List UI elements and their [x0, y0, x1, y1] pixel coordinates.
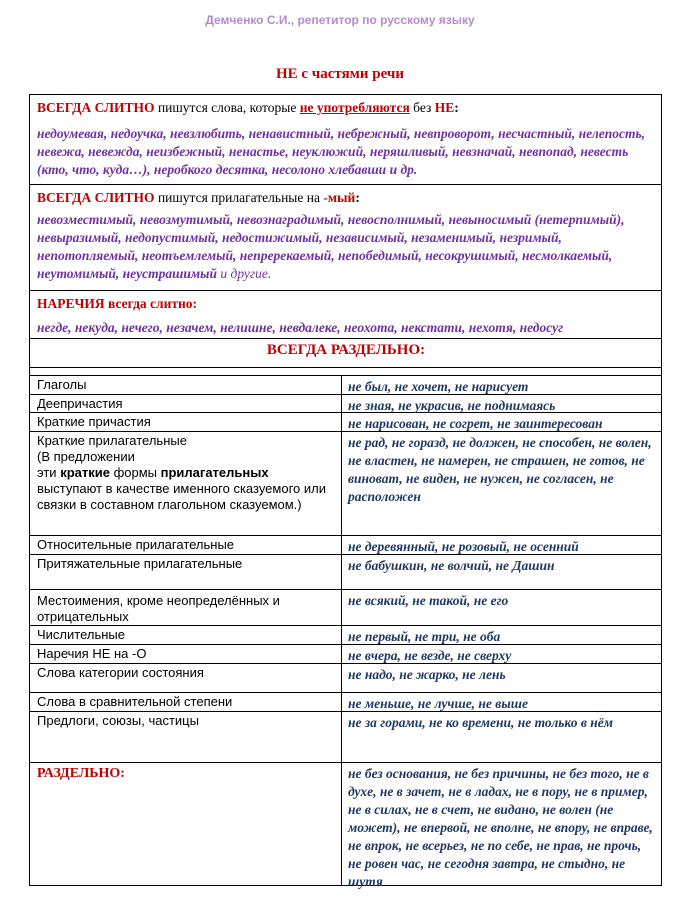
row-examples: не меньше, не лучше, не выше [341, 693, 661, 711]
block2-suffix: -мый [323, 190, 356, 205]
row-examples: не за горами, не ко времени, не только в нём [341, 712, 661, 762]
block-always-together-words [30, 95, 661, 185]
block2-colon: : [355, 190, 360, 205]
block2-label: ВСЕГДА СЛИТНО [37, 190, 155, 205]
block-always-together-adjectives [30, 185, 661, 291]
row-note [37, 465, 337, 513]
row-part-of-speech: Относительные прилагательные [37, 537, 235, 552]
row-examples: не вчера, не везде, не сверху [341, 645, 661, 663]
block3-examples: негде, некуда, нечего, незачем, нелишне, невдалеке, неохота, некстати, нехотя, недосуг [37, 320, 564, 335]
author-header: Демченко С.И., репетитор по русскому языку [205, 13, 475, 27]
row-examples: не был, не хочет, не нарисует [341, 376, 661, 394]
separate-heading: ВСЕГДА РАЗДЕЛЬНО: [266, 342, 426, 358]
block1-lead [37, 99, 655, 117]
row-examples: не нарисован, не согрет, не заинтересован [341, 413, 661, 431]
row-part-of-speech: Предлоги, союзы, частицы [37, 713, 199, 728]
table-row [30, 693, 661, 712]
row-examples: не всякий, не такой, не его [341, 590, 661, 625]
row-examples: не деревянный, не розовый, не осенний [341, 536, 661, 554]
block1-text-a: пишутся слова, которые [154, 100, 300, 115]
row-part-of-speech: Местоимения, кроме неопределённых и отрицательных [37, 593, 280, 624]
block2-example-list: невозместимый, невозмутимый, невознаградимый, невосполнимый, невыносимый (нетерпимый), невыразимый, недопустимый, недостижимый, независимый, незаменимый, незримый, непотопляемый, неотъемлемый, непререкаемый, непобедимый, несокрушимый, несмолкаемый, неутомимый, неустрашимый [37, 212, 625, 281]
table-spacer [30, 368, 661, 376]
row-examples: не первый, не три, не оба [341, 626, 661, 644]
table-row [30, 432, 661, 536]
row-examples: не без основания, не без причины, не без того, не в духе, не в зачет, не в ладах, не в пору, не в пример, не в силах, не в счет, не видано, не волен (не может), не впервой, не вполне, не впору, не вправе, не впрок, не всерьез, не по себе, не прав, не прочь, не ровен час, не сегодня завтра, не стыдно, не шутя [341, 763, 661, 885]
block2-tail: и другие. [220, 266, 272, 281]
row-part-of-speech: Глаголы [37, 377, 87, 392]
row-part-of-speech: Краткие причастия [37, 414, 151, 429]
block2-examples [37, 211, 655, 283]
table-row [30, 590, 661, 626]
table-row [30, 712, 661, 763]
page-title: НЕ с частями речи [275, 66, 405, 82]
table-row [30, 626, 661, 645]
row-note-open: (В предложении [37, 449, 135, 464]
table-row [30, 413, 661, 432]
row-part-of-speech: Притяжательные прилагательные [37, 556, 243, 571]
block1-text-b: без [409, 100, 435, 115]
row-label: Краткие прилагательные [37, 433, 187, 448]
row-part-of-speech: Деепричастия [37, 396, 123, 411]
table-row [30, 664, 661, 693]
table-row [30, 763, 661, 889]
row-part-of-speech: РАЗДЕЛЬНО: [37, 766, 125, 781]
table-row [30, 536, 661, 555]
block2-lead [37, 189, 655, 207]
row-part-of-speech: Слова в сравнительной степени [37, 694, 233, 709]
block1-examples: недоумевая, недоучка, невзлюбить, ненавистный, небрежный, невпроворот, несчастный, нелепость, невежа, невежда, неизбежный, ненастье, неуклюжий, неряшливый, невзначай, невпопад, невесть (кто, что, куда…), неробкого десятка, несолоно хлебавши и др. [37, 126, 646, 177]
row-part-of-speech: Числительные [37, 627, 125, 642]
block-adverbs-together [30, 291, 661, 339]
table-row [30, 395, 661, 413]
block1-colon: : [454, 100, 459, 115]
row-examples: не надо, не жарко, не лень [341, 664, 661, 692]
table-row [30, 376, 661, 395]
table-row [30, 645, 661, 664]
row-part-of-speech [30, 432, 341, 535]
note-text-c: выступают в качестве именного сказуемого или связки в составном глагольном сказуемом.) [37, 481, 326, 512]
note-bold-short: краткие [60, 465, 110, 480]
table-row [30, 555, 661, 590]
row-examples: не бабушкин, не волчий, не Дашин [341, 555, 661, 589]
rules-table [29, 94, 662, 889]
block1-emphasis: не употребляются [299, 100, 410, 115]
note-text-b: формы [109, 465, 161, 480]
note-bold-adjectives: прилагательных [160, 465, 269, 480]
block1-label: ВСЕГДА СЛИТНО [37, 100, 155, 115]
block1-ne: НЕ [434, 100, 455, 115]
row-examples: не зная, не украсив, не поднимаясь [341, 395, 661, 412]
row-examples: не рад, не горазд, не должен, не способен, не волен, не властен, не намерен, не страшен, не готов, не виноват, не виден, не нужен, не согласен, не расположен [341, 432, 661, 535]
block-always-separate [30, 339, 661, 368]
row-part-of-speech: Слова категории состояния [37, 665, 204, 680]
block2-text: пишутся прилагательные на [154, 190, 324, 205]
row-part-of-speech: Наречия НЕ на -О [37, 646, 147, 661]
block3-label: НАРЕЧИЯ всегда слитно: [37, 296, 198, 311]
note-text-a: эти [37, 465, 61, 480]
